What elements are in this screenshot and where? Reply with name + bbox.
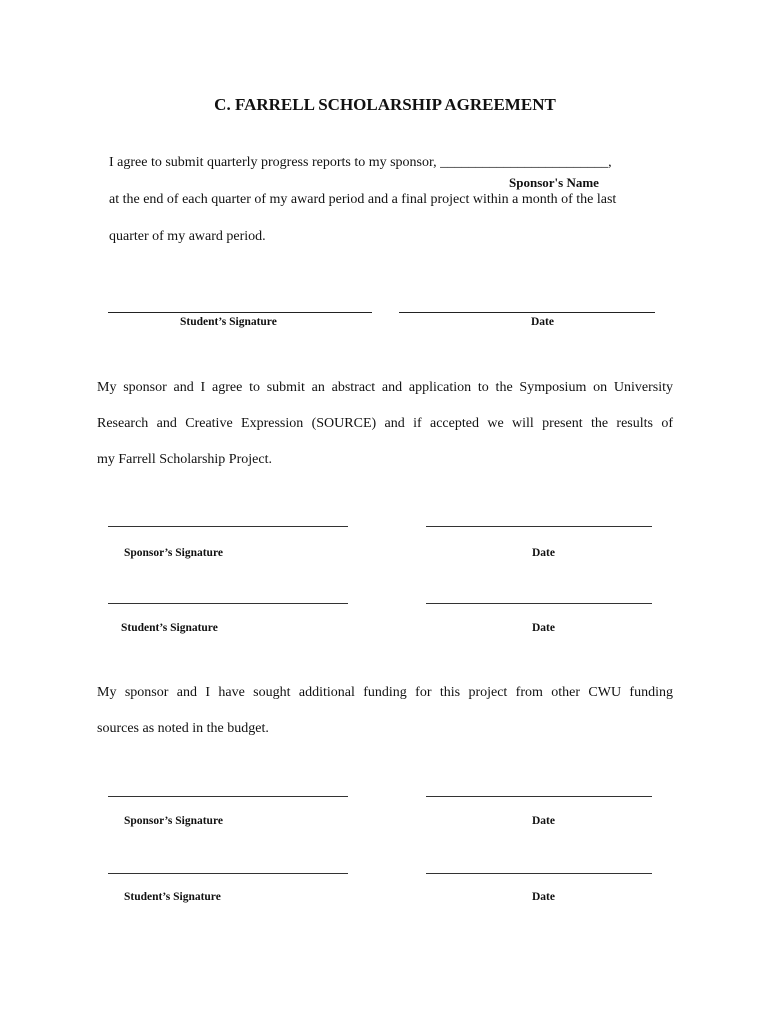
section1-line3: quarter of my award period. xyxy=(109,229,266,244)
date-line[interactable] xyxy=(399,312,655,313)
student-date-label-3: Date xyxy=(532,891,555,903)
sponsor-name-label: Sponsor's Name xyxy=(509,175,599,190)
section2-line1: My sponsor and I agree to submit an abstract and application to the Symposium on University xyxy=(97,380,673,395)
student-date-label-2: Date xyxy=(532,622,555,634)
sponsor-signature-label-3: Sponsor’s Signature xyxy=(124,815,223,827)
sponsor-date-label: Date xyxy=(532,547,555,559)
student-date-line-3[interactable] xyxy=(426,873,652,874)
sponsor-date-line-3[interactable] xyxy=(426,796,652,797)
sponsor-date-label-3: Date xyxy=(532,815,555,827)
sponsor-signature-label: Sponsor’s Signature xyxy=(124,547,223,559)
sponsor-signature-line[interactable] xyxy=(108,526,348,527)
student-signature-line[interactable] xyxy=(108,312,372,313)
document-title: C. FARRELL SCHOLARSHIP AGREEMENT xyxy=(214,95,556,114)
sponsor-signature-line-3[interactable] xyxy=(108,796,348,797)
student-signature-line-3[interactable] xyxy=(108,873,348,874)
student-signature-label-3: Student’s Signature xyxy=(124,891,221,903)
sponsor-date-line[interactable] xyxy=(426,526,652,527)
section3-line2: sources as noted in the budget. xyxy=(97,721,269,736)
section1-line2: at the end of each quarter of my award period and a final project within a month of the last xyxy=(109,192,617,207)
student-signature-label: Student’s Signature xyxy=(180,316,277,328)
section1-line1: I agree to submit quarterly progress reports to my sponsor, ________________________, xyxy=(109,155,612,170)
section3-line1: My sponsor and I have sought additional funding for this project from other CWU funding xyxy=(97,685,673,700)
section2-line2: Research and Creative Expression (SOURCE) and if accepted we will present the results of xyxy=(97,416,673,431)
date-label: Date xyxy=(531,316,554,328)
student-signature-line-2[interactable] xyxy=(108,603,348,604)
section2-line3: my Farrell Scholarship Project. xyxy=(97,452,272,467)
student-date-line-2[interactable] xyxy=(426,603,652,604)
student-signature-label-2: Student’s Signature xyxy=(121,622,218,634)
